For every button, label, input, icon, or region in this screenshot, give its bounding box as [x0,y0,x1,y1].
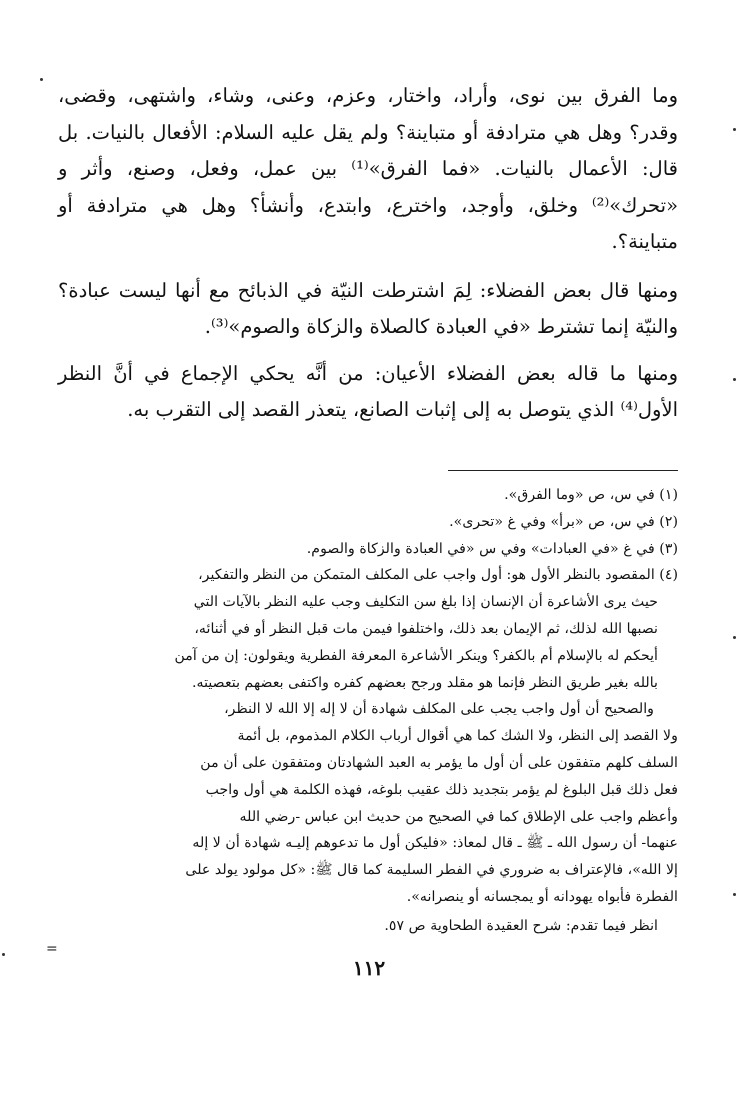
paragraph-differences: وما الفرق بين نوى، وأراد، واختار، وعزم، وعنى، وشاء، واشتهى، وقضى، وقدر؟ وهل هي مترادفة أو متباينة؟ ولم يقل عليه السلام: الأفعال بالنيات. بل قال: الأعمال بالنيات. «فما الفرق»⁽¹⁾ بين عمل، وفعل، وصنع، وأثر و «تحرك»⁽²⁾ وخلق، وأوجد، واخترع، وابتدع، وأنشأ؟ وهل هي مترادفة أو متباينة؟. [58,84,678,253]
margin-speck-right-2 [733,378,736,381]
footnote-4b-line: عنهما- أن رسول الله ـ ﷺ ـ قال لمعاذ: «فليكن أول ما تدعوهم إليـه شهادة أن لا إله [192,835,678,852]
footnotes [58,482,678,940]
footnote-4-line: حيث يرى الأشاعرة أن الإنسان إذا بلغ سن التكليف وجب عليه النظر بالآيات التي [193,594,658,611]
footnote-4-line: بالله بغير طريق النظر فإنما هو مقلد ورجح بعضهم كفره واكتفى بعضهم بتعصيته. [191,674,658,691]
page-number: ١١٢ [352,956,386,980]
footnote-2: (٢) في س، ص «برأ» وفي غ «تحرى». [449,513,678,530]
margin-equals-mark: = [46,941,58,957]
footnote-4b-line: السلف كلهم متفقون على أن أول ما يؤمر به العبد الشهادتان ومتفقون على أن من [200,754,678,771]
footnote-4-line: (٤) المقصود بالنظر الأول هو: أول واجب على المكلف المتمكن من النظر والتفكير، [198,567,678,584]
footnote-4b-line: فعل ذلك قبل البلوغ لم يؤمر بتجديد ذلك عقيب بلوغه، فهذه الكلمة هي أول واجب [205,781,678,798]
footnote-4b-line: وأعظم واجب على الإطلاق كما في الصحيح من حديث ابن عباس -رضي الله [239,808,678,825]
paragraph-first-reasoning: ومنها ما قاله بعض الفضلاء الأعيان: من أنَّه يحكي الإجماع في أنَّ النظر الأول⁽⁴⁾ الذي يتوصل به إلى إثبات الصانع، يتعذر القصد إلى التقرب به. [58,361,678,421]
footnote-4b-line: الفطرة فأبواه يهودانه أو يمجسانه أو ينصرانه». [406,888,678,905]
paragraph-slaughter-intention: ومنها قال بعض الفضلاء: لِمَ اشترطت النيّة في الذبائح مع أنها ليست عبادة؟ والنيّة إنما تشترط «في العبادة كالصلاة والزكاة والصوم»⁽³⁾. [58,278,678,338]
margin-speck-right-3 [733,636,736,639]
margin-speck-right-4 [733,893,736,896]
footnote-separator [448,470,678,471]
footnote-4-reference: انظر فيما تقدم: شرح العقيدة الطحاوية ص ٥٧. [384,917,658,934]
footnote-4b-line: إلا الله»، فالإعتراف به ضروري في الفطر السليمة كما قال ﷺ: «كل مولود يولد على [185,862,678,879]
margin-speck-right-1 [733,128,736,131]
footnote-4b-line: ولا القصد إلى النظر، ولا الشك كما هي أقوال أرباب الكلام المذموم، بل أئمة [237,728,678,745]
footnote-3: (٣) في غ «في العبادات» وفي س «في العبادة والزكاة والصوم. [306,540,678,557]
footnote-4-line: أيحكم له بالإسلام أم بالكفر؟ وينكر الأشاعرة المعرفة الفطرية ويقولون: إن من آمن [174,647,658,664]
footnote-1: (١) في س، ص «وما الفرق». [504,487,678,503]
footnote-4-line: نصبها الله لذلك، ثم الإيمان بعد ذلك، واختلفوا فيمن مات قبل النظر أو في أثنائه، [194,620,658,637]
footnote-4b-line: والصحيح أن أول واجب يجب على المكلف شهادة أن لا إله إلا الله لا النظر، [224,701,654,718]
scan-speck [40,78,43,81]
main-text [58,78,678,429]
footnote-4 [58,562,678,939]
